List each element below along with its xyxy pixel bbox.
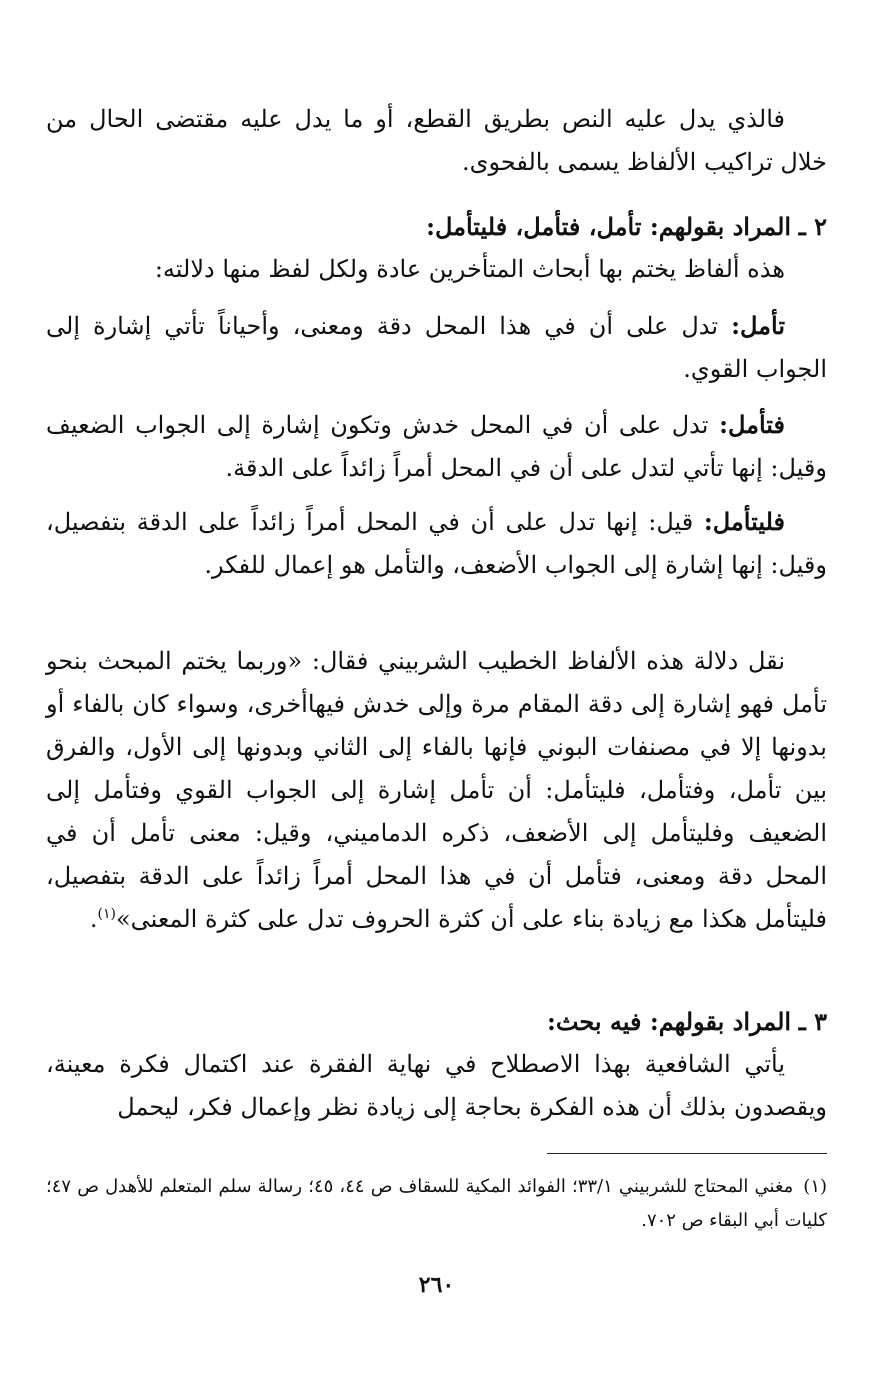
- definition-term: فتأمل:: [719, 410, 785, 439]
- heading-2: [46, 205, 827, 249]
- paragraph-intro: هذه ألفاظ يختم بها أبحاث المتأخرين عادة ولكل لفظ منها دلالته:: [154, 255, 785, 283]
- footnote-text: مغني المحتاج للشربيني ٣٣/١؛ الفوائد المكية للسقاف ص ٤٤، ٤٥؛ رسالة سلم المتعلم للأهدل ص ٤٧؛ كليات أبي البقاء ص ٧٠٢.: [46, 1176, 827, 1231]
- heading-title: المراد بقولهم: فيه بحث:: [546, 1007, 792, 1036]
- definition-term: فليتأمل:: [703, 507, 785, 536]
- definition-text: تدل على أن في المحل خدش وتكون إشارة إلى الجواب الضعيف وقيل: إنها تأتي لتدل على أن في المحل أمراً زائداً على الدقة.: [46, 411, 827, 482]
- definition-taammal: [46, 304, 827, 391]
- paragraph-fihi-bahth: يأتي الشافعية بهذا الاصطلاح في نهاية الفقرة عند اكتمال فكرة معينة، ويقصدون بذلك أن هذه الفكرة بحاجة إلى زيادة نظر وإعمال فكر، ليحمل: [46, 1050, 827, 1121]
- heading-3: [46, 1000, 827, 1044]
- definition-term: تأمل:: [731, 311, 785, 340]
- footnote-separator: [547, 1153, 827, 1154]
- page-number: ٢٦٠: [418, 1272, 455, 1298]
- footnote: [46, 1170, 827, 1238]
- definition-text: تدل على أن في هذا المحل دقة ومعنى، وأحياناً تأتي إشارة إلى الجواب القوي.: [46, 312, 827, 383]
- definition-text: قيل: إنها تدل على أن في المحل أمراً زائداً على الدقة بتفصيل، وقيل: إنها إشارة إلى الجواب الأضعف، والتأمل هو إعمال للفكر.: [46, 508, 827, 579]
- paragraph-quote-shirbini: [46, 640, 827, 941]
- heading-number: ٢ ـ: [798, 212, 827, 241]
- quote-text: نقل دلالة هذه الألفاظ الخطيب الشربيني فقال: «وربما يختم المبحث بنحو تأمل فهو إشارة إلى دقة المقام مرة وإلى خدش فيهاأخرى، وسواء كان بالفاء أو بدونها إلا في مصنفات البوني فإنها بالفاء إلى الثاني وبدونها إلى الأول، والفرق بين تأمل، وفتأمل، فليتأمل: أن تأمل إشارة إلى الجواب القوي وفتأمل إلى الضعيف وفليتأمل إلى الأضعف، ذكره الدماميني، وقيل: معنى تأمل أن في المحل دقة ومعنى، فتأمل أن في هذا المحل أمراً زائداً على الدقة بتفصيل، فليتأمل هكذا مع زيادة بناء على أن كثرة الحروف تدل على كثرة المعنى»: [46, 647, 828, 933]
- heading-number: ٣ ـ: [798, 1007, 827, 1036]
- footnote-number: (١): [803, 1176, 828, 1197]
- heading-title: المراد بقولهم: تأمل، فتأمل، فليتأمل:: [426, 212, 792, 241]
- definition-falyataammal: [46, 500, 827, 587]
- definition-fataammal: [46, 403, 827, 490]
- paragraph-fahwa: فالذي يدل عليه النص بطريق القطع، أو ما يدل عليه مقتضى الحال من خلال تراكيب الألفاظ يسمى بالفحوى.: [46, 105, 827, 176]
- quote-end: .: [89, 905, 98, 933]
- footnote-reference: (١): [97, 906, 116, 922]
